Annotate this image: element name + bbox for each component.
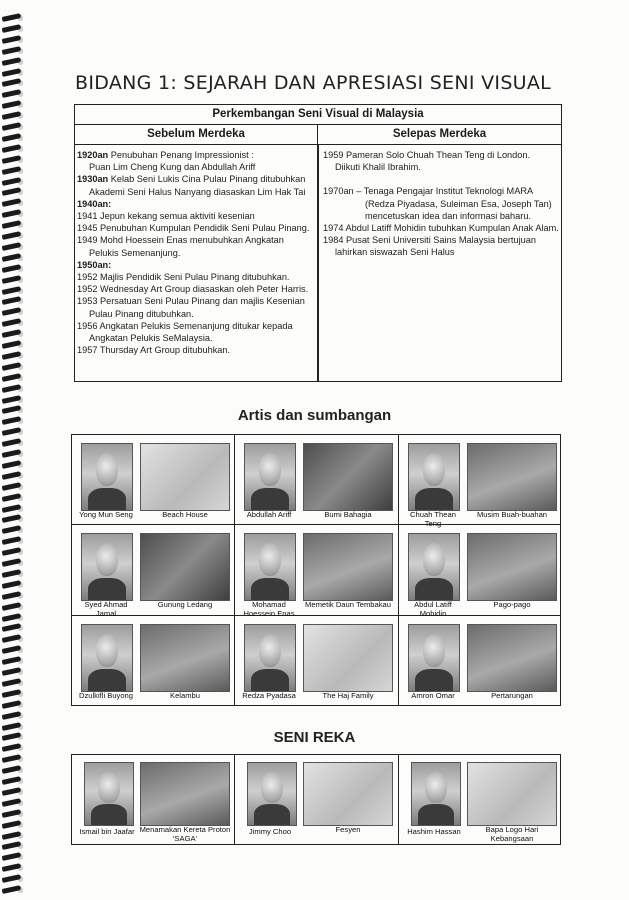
- binding-coil: [0, 570, 22, 579]
- design-image: [467, 762, 557, 826]
- binding-coil: [0, 156, 22, 165]
- timeline-entry: [77, 259, 315, 271]
- timeline-text: 1953 Persatuan Seni Pulau Pinang dan majlis Kesenian: [77, 296, 305, 307]
- timeline-entry: [77, 222, 315, 234]
- binding-coil: [0, 265, 22, 274]
- binding-coil: [0, 646, 22, 655]
- face-shape: [96, 634, 118, 667]
- artist-portrait: [244, 443, 296, 511]
- artwork-title: Bumi Bahagia: [324, 510, 372, 519]
- shoulders-shape: [251, 669, 289, 692]
- binding-coil: [0, 210, 22, 219]
- design-title: Bapa Logo Hari Kebangsaan: [485, 825, 539, 843]
- binding-coil: [0, 853, 22, 862]
- timeline-entry: Puan Lim Cheng Kung dan Abdullah Ariff: [89, 162, 256, 173]
- binding-coil: [0, 690, 22, 699]
- binding-coil: [0, 832, 22, 841]
- timeline-entry: [77, 149, 315, 161]
- binding-coil: [0, 385, 22, 394]
- artwork-title: Kelambu: [170, 691, 200, 700]
- binding-coil: [0, 178, 22, 187]
- artist-portrait: [244, 533, 296, 601]
- binding-coil: [0, 472, 22, 481]
- column-divider: [317, 144, 319, 381]
- face-shape: [96, 453, 118, 486]
- artwork-image: [140, 624, 230, 692]
- timeline-entry: [323, 234, 559, 246]
- binding-coil: [0, 450, 22, 459]
- grid-divider: [398, 435, 399, 705]
- timeline-text: 1959 Pameran Solo Chuah Thean Teng di London.: [323, 150, 531, 160]
- artwork-title: Beach House: [162, 510, 208, 519]
- binding-coil: [0, 494, 22, 503]
- timeline-year: 1930an: [77, 174, 109, 185]
- binding-coil: [0, 145, 22, 154]
- timeline-text: Kelab Seni Lukis Cina Pulau Pinang ditubuhkan: [108, 174, 306, 185]
- face-shape: [259, 453, 281, 486]
- timeline-year: 1920an: [77, 150, 109, 160]
- binding-coil: [0, 788, 22, 797]
- artist-name: Chuah Thean Teng: [410, 510, 456, 528]
- binding-coil: [0, 25, 22, 34]
- artwork-image: [467, 624, 557, 692]
- timeline-title: Perkembangan Seni Visual di Malaysia: [75, 105, 561, 125]
- spacer: [323, 173, 559, 185]
- spiral-binding: [0, 0, 26, 900]
- grid-divider: [72, 524, 560, 525]
- binding-coil: [0, 297, 22, 306]
- artwork-image: [140, 443, 230, 511]
- binding-coil: [0, 243, 22, 252]
- timeline-entry: [77, 234, 315, 246]
- binding-coil: [0, 559, 22, 568]
- binding-coil: [0, 766, 22, 775]
- artwork-image: [303, 533, 393, 601]
- face-shape: [423, 634, 445, 667]
- shoulders-shape: [418, 804, 454, 826]
- binding-coil: [0, 79, 22, 88]
- binding-coil: [0, 199, 22, 208]
- timeline-entry: [77, 271, 315, 283]
- artwork-title: Pertarungan: [491, 691, 533, 700]
- selepas-merdeka-list: [323, 149, 559, 259]
- binding-coil: [0, 363, 22, 372]
- timeline-text: Penubuhan Penang Impressionist :: [108, 150, 254, 160]
- binding-coil: [0, 592, 22, 601]
- binding-coil: [0, 657, 22, 666]
- shoulders-shape: [91, 804, 127, 826]
- binding-coil: [0, 112, 22, 121]
- artist-name: Dzulkifli Buyong: [78, 691, 134, 700]
- binding-coil: [0, 537, 22, 546]
- design-image: [303, 762, 393, 826]
- shoulders-shape: [88, 669, 126, 692]
- binding-coil: [0, 799, 22, 808]
- artwork-image: [467, 443, 557, 511]
- binding-coil: [0, 188, 22, 197]
- timeline-text: 1984 Pusat Seni Universiti Sains Malaysia bertujuan: [323, 235, 536, 246]
- artwork-image: [303, 443, 393, 511]
- timeline-text: 1941 Jepun kekang semua aktiviti kesenian: [77, 211, 255, 222]
- timeline-entry: lahirkan siswazah Seni Halus: [335, 247, 455, 258]
- artist-portrait: [408, 533, 460, 601]
- artwork-title: Pago-pago: [493, 600, 531, 609]
- binding-coil: [0, 624, 22, 633]
- binding-coil: [0, 134, 22, 143]
- header-selepas-merdeka: Selepas Merdeka: [318, 124, 561, 145]
- binding-coil: [0, 635, 22, 644]
- shoulders-shape: [251, 578, 289, 601]
- face-shape: [423, 453, 445, 486]
- timeline-text: 1945 Penubuhan Kumpulan Pendidik Seni Pulau Pinang.: [77, 223, 310, 234]
- binding-coil: [0, 167, 22, 176]
- designer-portrait: [84, 762, 134, 826]
- timeline-entry: mencetuskan idea dan informasi baharu.: [365, 210, 531, 221]
- artist-name: Amron Omar: [411, 691, 455, 700]
- binding-coil: [0, 548, 22, 557]
- binding-coil: [0, 679, 22, 688]
- timeline-text: 1952 Wednesday Art Group diasaskan oleh Peter Harris.: [77, 284, 309, 295]
- timeline-text: 1952 Majlis Pendidik Seni Pulau Pinang ditubuhkan.: [77, 272, 290, 283]
- artist-name: Abdul Latiff Mohidin: [414, 600, 452, 618]
- face-shape: [425, 772, 446, 803]
- timeline-text: 1956 Angkatan Pelukis Semenanjung ditukar kepada: [77, 320, 293, 331]
- artwork-title: Musim Buah-buahan: [476, 510, 548, 519]
- binding-coil: [0, 842, 22, 851]
- timeline-entry: [77, 210, 315, 222]
- binding-coil: [0, 505, 22, 514]
- binding-coil: [0, 439, 22, 448]
- timeline-entry: [323, 185, 559, 197]
- artwork-image: [467, 533, 557, 601]
- artist-portrait: [81, 624, 133, 692]
- binding-coil: [0, 254, 22, 263]
- design-title: Menamakan Kereta Proton 'SAGA': [139, 825, 231, 843]
- binding-coil: [0, 330, 22, 339]
- seni-reka-section-title: SENI REKA: [273, 729, 356, 746]
- binding-coil: [0, 864, 22, 873]
- timeline-entry: [77, 198, 315, 210]
- timeline-text: 1949 Mohd Hoessein Enas menubuhkan Angkatan: [77, 235, 284, 246]
- designer-name: Ismail bin Jaafar: [79, 827, 135, 836]
- timeline-entry: Pelukis Semenanjung.: [89, 247, 181, 258]
- artist-name: Syed Ahmad Jamal: [84, 600, 128, 618]
- binding-coil: [0, 58, 22, 67]
- binding-coil: [0, 755, 22, 764]
- artist-name: Redza Pyadasa: [242, 691, 296, 700]
- grid-divider: [234, 755, 235, 844]
- binding-coil: [0, 308, 22, 317]
- binding-coil: [0, 232, 22, 241]
- binding-coil: [0, 123, 22, 132]
- artist-portrait: [408, 624, 460, 692]
- timeline-entry: [323, 222, 559, 234]
- binding-coil: [0, 603, 22, 612]
- grid-divider: [72, 615, 560, 616]
- binding-coil: [0, 101, 22, 110]
- binding-coil: [0, 341, 22, 350]
- shoulders-shape: [415, 669, 453, 692]
- designer-name: Jimmy Choo: [248, 827, 292, 836]
- designer-name: Hashim Hassan: [407, 827, 461, 836]
- designer-portrait: [247, 762, 297, 826]
- timeline-year: 1940an:: [77, 198, 112, 209]
- timeline-entry: [77, 320, 315, 332]
- binding-coil: [0, 515, 22, 524]
- binding-coil: [0, 875, 22, 884]
- binding-coil: [0, 69, 22, 78]
- shoulders-shape: [254, 804, 290, 826]
- binding-coil: [0, 810, 22, 819]
- face-shape: [261, 772, 282, 803]
- binding-coil: [0, 712, 22, 721]
- designer-portrait: [411, 762, 461, 826]
- artwork-image: [140, 533, 230, 601]
- artist-name: Abdullah Ariff: [246, 510, 292, 519]
- timeline-entry: Diikuti Khalil Ibrahim.: [335, 162, 421, 173]
- binding-coil: [0, 483, 22, 492]
- binding-coil: [0, 461, 22, 470]
- binding-coil: [0, 36, 22, 45]
- artwork-image: [303, 624, 393, 692]
- binding-coil: [0, 221, 22, 230]
- timeline-entry: [77, 173, 315, 185]
- binding-coil: [0, 287, 22, 296]
- binding-coil: [0, 428, 22, 437]
- binding-coil: [0, 374, 22, 383]
- artwork-title: Memetik Daun Tembakau: [305, 600, 391, 609]
- face-shape: [96, 543, 118, 576]
- binding-coil: [0, 821, 22, 830]
- artist-portrait: [81, 443, 133, 511]
- artwork-title: Gunung Ledang: [157, 600, 213, 609]
- grid-divider: [234, 435, 235, 705]
- timeline-entry: [77, 295, 315, 307]
- artists-section-title: Artis dan sumbangan: [237, 407, 392, 424]
- artists-grid: [71, 434, 561, 706]
- header-sebelum-merdeka: Sebelum Merdeka: [75, 124, 318, 145]
- binding-coil: [0, 668, 22, 677]
- binding-coil: [0, 701, 22, 710]
- artist-name: Mohamad Hoessein Enas: [243, 600, 295, 618]
- binding-coil: [0, 777, 22, 786]
- design-image: [140, 762, 230, 826]
- artist-portrait: [244, 624, 296, 692]
- sebelum-merdeka-list: [77, 149, 315, 356]
- binding-coil: [0, 352, 22, 361]
- timeline-entry: Akademi Seni Halus Nanyang diasaskan Lim Hak Tai: [89, 186, 306, 197]
- timeline-text: 1957 Thursday Art Group ditubuhkan.: [77, 345, 231, 356]
- seni-reka-grid: [71, 754, 561, 845]
- timeline-entry: [77, 283, 315, 295]
- binding-coil: [0, 614, 22, 623]
- artist-name: Yong Mun Seng: [79, 510, 133, 519]
- artist-portrait: [81, 533, 133, 601]
- timeline-entry: Angkatan Pelukis SeMalaysia.: [89, 333, 213, 344]
- binding-coil: [0, 526, 22, 535]
- binding-coil: [0, 886, 22, 895]
- artwork-title: The Haj Family: [322, 691, 374, 700]
- timeline-entry: [77, 344, 315, 356]
- timeline-table: [74, 104, 562, 382]
- timeline-text: 1974 Abdul Latiff Mohidin tubuhkan Kumpulan Anak Alam.: [323, 223, 559, 234]
- artist-portrait: [408, 443, 460, 511]
- page-heading: BIDANG 1: SEJARAH DAN APRESIASI SENI VISUAL: [75, 72, 552, 94]
- binding-coil: [0, 581, 22, 590]
- binding-coil: [0, 276, 22, 285]
- binding-coil: [0, 14, 22, 23]
- timeline-entry: Pulau Pinang ditubuhkan.: [89, 308, 194, 319]
- shoulders-shape: [88, 488, 126, 511]
- timeline-entry: [323, 149, 559, 161]
- shoulders-shape: [251, 488, 289, 511]
- face-shape: [423, 543, 445, 576]
- binding-coil: [0, 396, 22, 405]
- binding-coil: [0, 319, 22, 328]
- shoulders-shape: [88, 578, 126, 601]
- timeline-text: 1970an – Tenaga Pengajar Institut Teknologi MARA: [323, 186, 534, 197]
- face-shape: [259, 543, 281, 576]
- face-shape: [98, 772, 119, 803]
- binding-coil: [0, 90, 22, 99]
- timeline-entry: (Redza Piyadasa, Suleiman Esa, Joseph Tan): [365, 198, 552, 209]
- timeline-year: 1950an:: [77, 259, 112, 270]
- shoulders-shape: [415, 578, 453, 601]
- face-shape: [259, 634, 281, 667]
- grid-divider: [398, 755, 399, 844]
- binding-coil: [0, 47, 22, 56]
- shoulders-shape: [415, 488, 453, 511]
- design-title: Fesyen: [335, 825, 361, 834]
